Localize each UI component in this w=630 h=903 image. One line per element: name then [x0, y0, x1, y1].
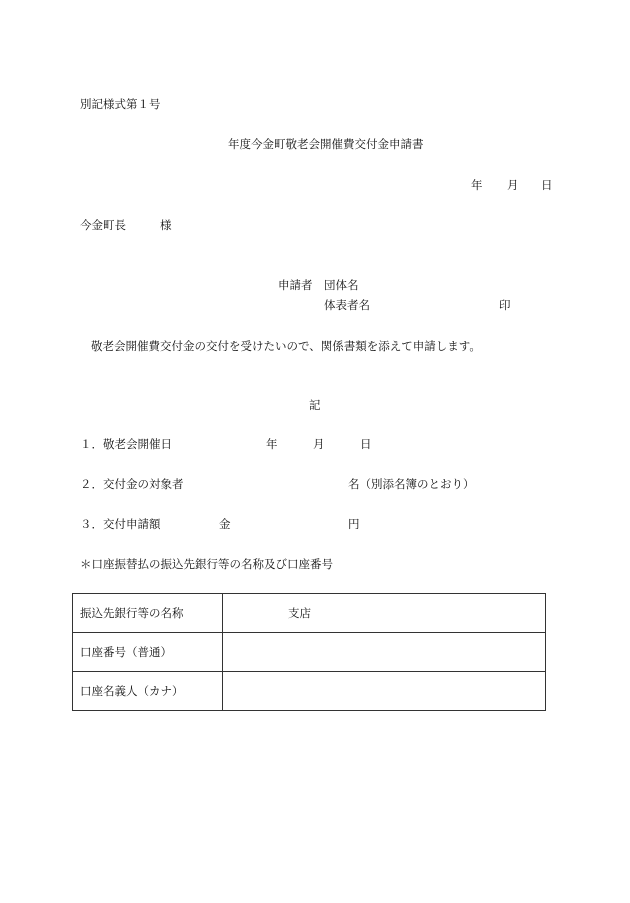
document-title: 年度今金町敬老会開催費交付金申請書	[228, 137, 424, 151]
bank-note: ＊口座振替払の振込先銀行等の名称及び口座番号	[80, 557, 333, 571]
seal-mark: 印	[499, 298, 511, 312]
bank-name-label: 振込先銀行等の名称	[73, 594, 223, 633]
date-day: 日	[541, 178, 553, 192]
applicant-label: 申請者	[278, 278, 313, 292]
date-year: 年	[471, 178, 483, 192]
account-holder-value	[223, 672, 546, 711]
bank-table	[72, 593, 546, 711]
body-text: 敬老会開催費交付金の交付を受けたいので、関係書類を添えて申請します。	[91, 339, 481, 353]
item-1-label: １．敬老会開催日	[80, 437, 172, 451]
ki-heading: 記	[309, 398, 321, 412]
addressee-name: 今金町長	[80, 218, 126, 232]
item-3-label: ３．交付申請額	[80, 517, 161, 531]
representative-label: 体表者名	[324, 298, 370, 312]
account-number-value	[223, 633, 546, 672]
group-name-label: 団体名	[324, 278, 359, 292]
account-holder-label: 口座名義人（カナ）	[73, 672, 223, 711]
item-1-day: 日	[360, 437, 372, 451]
account-number-label: 口座番号（普通）	[73, 633, 223, 672]
item-2-suffix: 名（別添名簿のとおり）	[348, 477, 475, 491]
item-2-label: ２．交付金の対象者	[80, 477, 184, 491]
item-1-year: 年	[266, 437, 278, 451]
addressee-honorific: 様	[160, 218, 172, 232]
bank-name-value: 支店	[223, 594, 546, 633]
form-number: 別記様式第１号	[80, 97, 161, 111]
date-month: 月	[507, 178, 519, 192]
table-row	[73, 672, 546, 711]
table-row	[73, 633, 546, 672]
table-row	[73, 594, 546, 633]
item-1-month: 月	[313, 437, 325, 451]
item-3-suffix: 円	[348, 517, 360, 531]
item-3-prefix: 金	[219, 517, 231, 531]
